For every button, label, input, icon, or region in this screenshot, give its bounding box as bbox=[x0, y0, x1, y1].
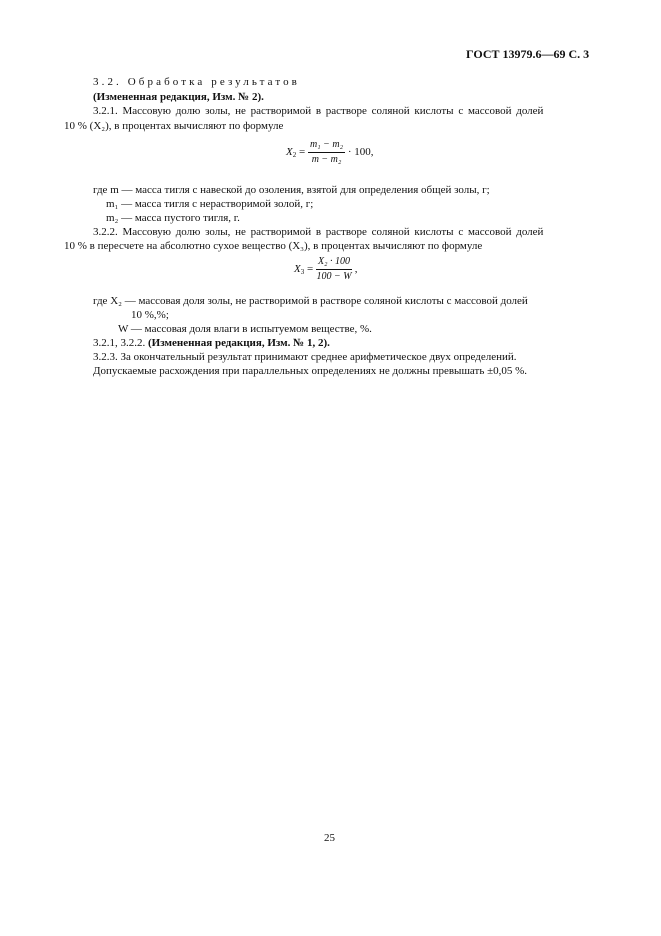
formula-lhs: $X_2$ = bbox=[286, 146, 308, 160]
where-line: где m — масса тигля с навеской до озоления, взятой для определения общей золы, г; bbox=[93, 184, 490, 196]
formula-denominator: m − m₂ bbox=[311, 154, 342, 165]
formula-numerator: X₂ · 100 bbox=[316, 256, 352, 270]
section-heading: 3.2. Обработка результатов bbox=[93, 76, 300, 88]
paragraph-3-2-2-line2: 10 % в пересчете на абсолютно сухое вещество (X₃), в процентах вычисляют по формуле bbox=[64, 240, 483, 252]
edit-note-2 bbox=[93, 337, 330, 350]
formula-x2 bbox=[286, 139, 374, 166]
where-line: m₂ — масса пустого тигля, г. bbox=[106, 212, 240, 224]
paragraph-3-2-1-line1: 3.2.1. Массовую долю золы, не растворимой в растворе соляной кислоты с массовой долей bbox=[93, 105, 544, 117]
formula-lhs: $X_3$ = bbox=[294, 263, 316, 277]
where-line: W — массовая доля влаги в испытуемом веществе, %. bbox=[118, 323, 372, 335]
paragraph-3-2-1-line2: 10 % (X₂), в процентах вычисляют по формуле bbox=[64, 120, 284, 132]
paragraph-3-2-2-line1: 3.2.2. Массовую долю золы, не растворимой в растворе соляной кислоты с массовой долей bbox=[93, 226, 544, 238]
formula-x3 bbox=[294, 256, 358, 283]
formula-tail: , bbox=[354, 263, 358, 276]
edit-note-2-text: (Измененная редакция, Изм. № 1, 2). bbox=[148, 337, 330, 349]
page-header: ГОСТ 13979.6—69 С. 3 bbox=[466, 47, 590, 61]
edit-note: (Измененная редакция, Изм. № 2). bbox=[93, 91, 264, 103]
paragraph-3-2-3-line2: Допускаемые расхождения при параллельных определениях не должны превышать ±0,05 %. bbox=[93, 365, 528, 377]
edit-note-2-prefix: 3.2.1, 3.2.2. bbox=[93, 337, 146, 349]
paragraph-3-2-3-line1: 3.2.3. За окончательный результат принимают среднее арифметическое двух определений. bbox=[93, 351, 517, 363]
formula-denominator: 100 − W bbox=[316, 271, 352, 282]
formula-tail: · 100, bbox=[347, 146, 374, 159]
formula-fraction bbox=[316, 256, 352, 283]
where-line: где X₂ — массовая доля золы, не растворимой в растворе соляной кислоты с массовой долей bbox=[93, 295, 528, 307]
formula-fraction bbox=[308, 139, 345, 166]
where-line: 10 %,%; bbox=[131, 309, 169, 321]
page-number: 25 bbox=[324, 832, 335, 844]
formula-numerator: m₁ − m₂ bbox=[308, 139, 345, 153]
where-line: m₁ — масса тигля с нерастворимой золой, г; bbox=[106, 198, 314, 210]
